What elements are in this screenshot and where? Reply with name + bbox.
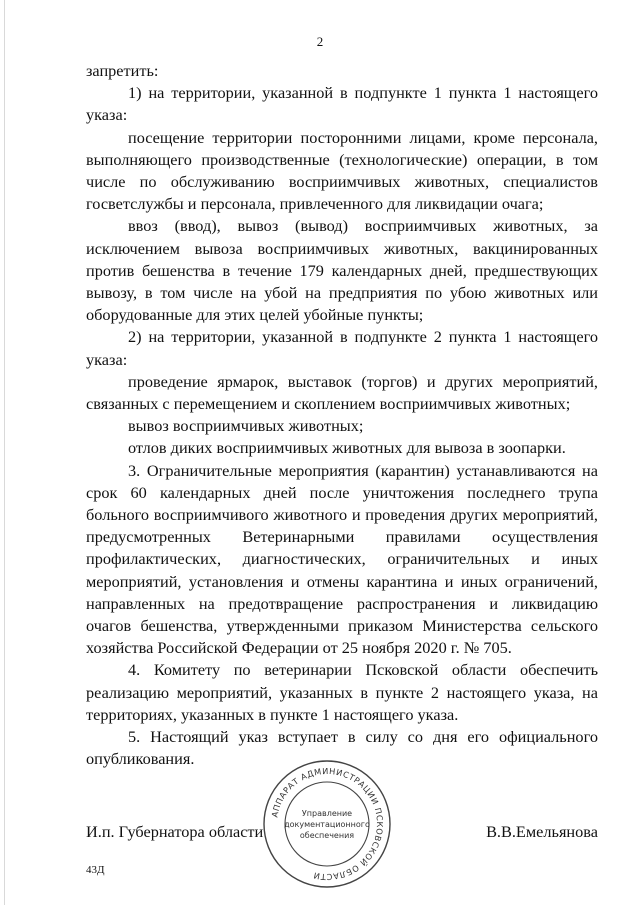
page-number: 2: [316, 34, 324, 49]
paragraph: ввоз (ввод), вывоз (вывод) восприимчивых животных, за исключением вывоза восприимчивых животных, вакцинированных против бешенства в течение 179 календарных дней, предшествующих вывозу, в том числе на убой на предприятия по убою животных или оборудованные для этих целей убойные пункты;: [86, 216, 598, 325]
document-body: [86, 60, 598, 771]
page-edge-line: [4, 0, 5, 905]
stamp-center-line: документационного: [284, 820, 370, 829]
paragraph: запретить:: [86, 61, 159, 80]
document-code: 43Д: [86, 864, 105, 876]
paragraph: 2) на территории, указанной в подпункте 2 пункта 1 настоящего указа:: [86, 327, 598, 369]
paragraph: 5. Настоящий указ вступает в силу со дня его официального опубликования.: [86, 727, 598, 769]
paragraph: 1) на территории, указанной в подпункте 1 пункта 1 настоящего указа:: [86, 83, 598, 125]
stamp-center-line: обеспечения: [299, 831, 355, 840]
signatory-name: В.В.Емельянова: [486, 822, 598, 841]
stamp-ring-text: АППАРАТ АДМИНИСТРАЦИИ ПСКОВСКОЙ ОБЛАСТИ: [269, 765, 386, 883]
official-stamp: [261, 758, 393, 890]
stamp-center-line: Управление: [301, 809, 353, 818]
paragraph: отлов диких восприимчивых животных для вывоза в зоопарки.: [128, 438, 566, 458]
paragraph: проведение ярмарок, выставок (торгов) и других мероприятий, связанных с перемещением и скоплением восприимчивых животных;: [86, 371, 598, 414]
paragraph: посещение территории посторонними лицами, кроме персонала, выполняющего производственные (технологические) операции, в том числе по обслуживанию восприимчивых животных, специалистов госветслужбы и персонала, привлеченного для ликвидации очага;: [86, 127, 598, 214]
paragraph: вывоз восприимчивых животных;: [128, 416, 364, 436]
signatory-position: И.п. Губернатора области: [86, 822, 264, 841]
paragraph: 3. Ограничительные мероприятия (карантин) устанавливаются на срок 60 календарных дней после уничтожения последнего трупа больного восприимчивого животного и проведения других мероприятий, предусмотренных Ветеринарными правилами осуществления профилактических, диагностических, ограничительных и иных мероприятий, установления и отмены карантина и иных ограничений, направленных на предотвращение распространения и ликвидацию очагов бешенства, утвержденными приказом Министерства сельского хозяйства Российской Федерации от 25 ноября 2020 г. № 705.: [86, 460, 598, 658]
paragraph: 4. Комитету по ветеринарии Псковской области обеспечить реализацию мероприятий, указанных в пункте 2 настоящего указа, на территориях, указанных в пункте 1 настоящего указа.: [86, 660, 598, 724]
